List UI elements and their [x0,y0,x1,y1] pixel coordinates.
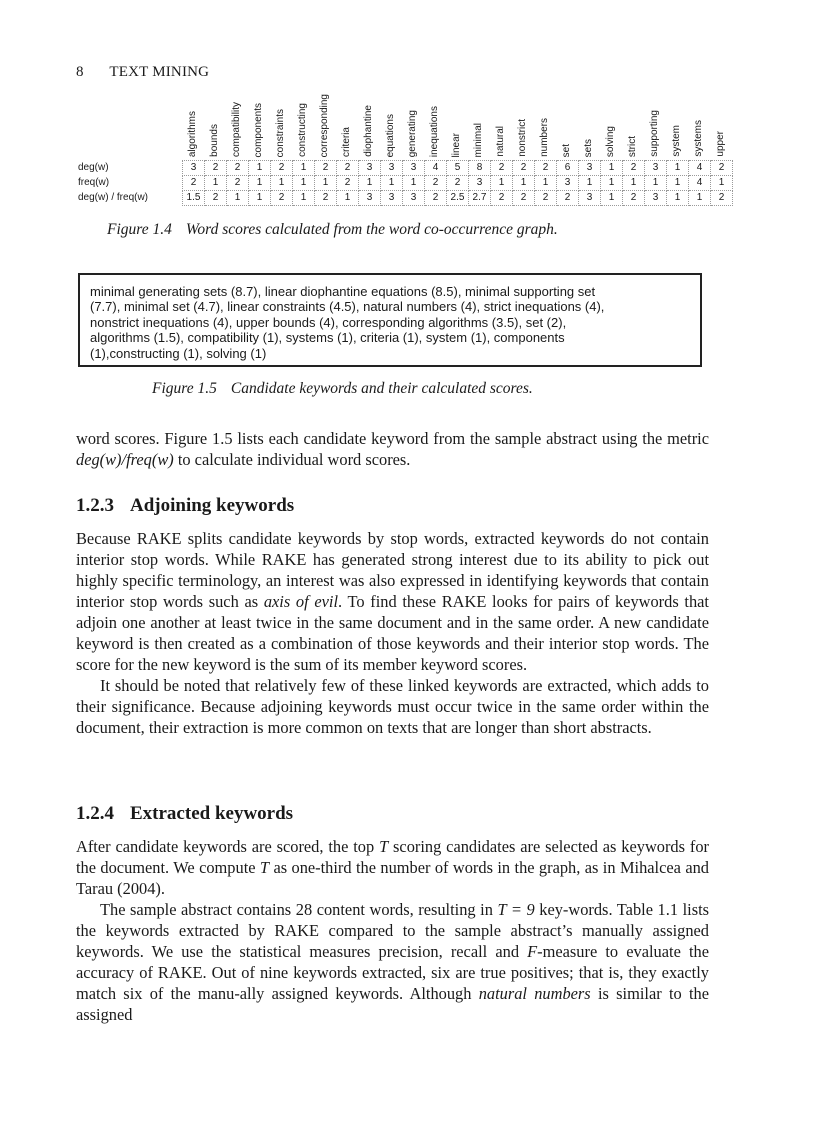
table-cell: 1 [293,191,315,206]
table-cell: 2 [535,191,557,206]
word-label: upper [714,131,726,157]
row-label: deg(w) / freq(w) [78,192,149,203]
text-run: -measure to evaluate the accuracy of RAKE. Out of nine keywords extracted, six are true positives; that is, they exactly match six of the manu-ally assigned keywords. Although [76,942,710,1003]
section-title: Extracted keywords [130,803,294,824]
table-cell: 1 [337,191,359,206]
word-column-header [711,88,733,161]
text-run: After candidate keywords are scored, the top [76,837,380,856]
table-cell: 2 [271,191,293,206]
table-cell: 2 [425,176,447,191]
table-cell: 3 [579,161,601,176]
table-cell: 2 [491,191,513,206]
table-cell: 3 [403,161,425,176]
math-variable: T [379,837,389,856]
section-number: 1.2.4 [76,803,114,824]
word-label: minimal [472,122,484,157]
section-heading-1-2-3 [76,495,294,517]
word-column-header [271,88,293,161]
text-run: as one-third the number of words in the graph, as in Mihalcea and Tarau (2004). [76,858,709,898]
keyword-line: nonstrict inequations (4), upper bounds (4), corresponding algorithms (3.5), set (2), [90,314,567,330]
table-cell: 5 [447,161,469,176]
paragraph [76,836,709,899]
example-phrase: axis of evil [263,592,339,611]
table-cell: 2 [227,161,249,176]
figure-1-4-number: Figure 1.4 [107,221,172,238]
table-cell: 1 [227,191,249,206]
word-header-row [78,88,733,161]
row-label: deg(w) [78,162,109,173]
table-cell: 1 [667,191,689,206]
table-cell: 1 [579,176,601,191]
word-column-header [667,88,689,161]
table-cell: 3 [469,176,491,191]
word-label: system [670,125,682,157]
word-label: criteria [340,126,352,157]
figure-1-5-number: Figure 1.5 [152,380,217,397]
word-column-header [601,88,623,161]
table-row [78,161,733,176]
word-label: strict [626,135,638,157]
section-number: 1.2.3 [76,495,114,516]
word-column-header [579,88,601,161]
table-cell: 2 [315,191,337,206]
table-cell: 2 [535,161,557,176]
word-column-header [447,88,469,161]
word-label: equations [384,113,396,157]
word-label: natural [494,126,506,157]
text-run: key-words. Table 1.1 lists the keywords extracted by RAKE compared to the sample abstract’s manually assigned keywords. We use the statistical measures precision, recall and [76,900,710,961]
word-label: compatibility [230,101,242,157]
candidate-keywords-box [78,273,702,367]
table-row [78,176,733,191]
paragraph [76,528,709,675]
intro-text: word scores. Figure 1.5 lists each candidate keyword from the sample abstract using the metric [76,429,709,448]
table-cell: 1 [623,176,645,191]
running-head [76,64,209,81]
row-label: freq(w) [78,177,110,188]
text-run: The sample abstract contains 28 content words, resulting in [100,900,498,919]
keyword-line: (1),constructing (1), solving (1) [90,345,267,361]
table-cell: 2 [711,191,733,206]
word-label: linear [450,132,462,157]
word-score-rows [78,161,733,206]
keyword-line: (7.7), minimal set (4.7), linear constraints (4.5), natural numbers (4), strict inequations (4), [90,299,605,315]
word-label: corresponding [318,93,330,157]
word-label: solving [604,125,616,157]
intro-paragraph [76,428,709,470]
word-column-header [425,88,447,161]
example-phrase: natural numbers [478,984,591,1003]
table-cell: 1 [711,176,733,191]
figure-1-5-caption [152,380,533,398]
table-cell: 2 [513,161,535,176]
table-cell: 1.5 [183,191,205,206]
table-cell: 3 [359,161,381,176]
table-cell: 3 [403,191,425,206]
text-run: scoring candidates are selected as keywords for the document. We compute [76,837,709,877]
text-run: . To find these RAKE looks for pairs of keywords that adjoin one another at least twice in the same document and in the same order. A new candidate keyword is then created as a combination of those keywords and their interior stop words. The score for the new keyword is the sum of its member keyword scores. [76,592,709,674]
word-column-header [183,88,205,161]
word-label: constructing [296,103,308,157]
table-cell: 2 [447,176,469,191]
table-cell: 1 [249,161,271,176]
word-column-header [689,88,711,161]
table-cell: 4 [425,161,447,176]
word-column-header [623,88,645,161]
word-column-header [513,88,535,161]
table-cell: 2 [623,191,645,206]
table-cell: 3 [359,191,381,206]
table-cell: 2 [183,176,205,191]
table-cell: 1 [601,176,623,191]
table-cell: 1 [403,176,425,191]
table-cell: 2 [205,161,227,176]
text-run: is similar to the assigned [76,984,709,1024]
table-cell: 6 [557,161,579,176]
table-cell: 1 [667,161,689,176]
word-column-header [645,88,667,161]
table-cell: 2.7 [469,191,491,206]
table-cell: 1 [315,176,337,191]
table-cell: 1 [491,176,513,191]
table-cell: 2 [315,161,337,176]
table-cell: 1 [205,176,227,191]
table-cell: 1 [667,176,689,191]
table-cell: 2 [337,161,359,176]
word-label: algorithms [186,110,198,157]
table-cell: 2 [227,176,249,191]
table-cell: 3 [645,191,667,206]
word-score-table [78,88,733,206]
table-cell: 2 [623,161,645,176]
word-label: components [252,102,264,157]
table-cell: 2 [425,191,447,206]
word-label: diophantine [362,105,374,157]
table-cell: 2.5 [447,191,469,206]
section-heading-1-2-4 [76,803,293,825]
paragraph [76,899,709,1025]
table-cell: 1 [601,161,623,176]
table-cell: 1 [249,191,271,206]
table-cell: 1 [271,176,293,191]
word-column-header [469,88,491,161]
table-cell: 1 [249,176,271,191]
word-label: inequations [428,105,440,157]
table-cell: 3 [381,191,403,206]
table-cell: 1 [381,176,403,191]
table-cell: 2 [205,191,227,206]
table-cell: 2 [337,176,359,191]
math-equation: T = 9 [497,900,535,919]
table-cell: 3 [557,176,579,191]
word-label: set [560,143,572,157]
section-1-2-3-body [76,528,709,738]
table-cell: 1 [293,176,315,191]
table-cell: 2 [513,191,535,206]
word-label: nonstrict [516,119,528,157]
table-cell: 1 [601,191,623,206]
table-cell: 4 [689,176,711,191]
word-column-header [381,88,403,161]
text-run: Because RAKE splits candidate keywords by stop words, extracted keywords do not contain interior stop words. While RAKE has generated strong interest due to its ability to pick out highly specific terminology, an interest was also expressed in identifying keywords that contain interior stop words such as [76,529,709,611]
paragraph: It should be noted that relatively few of these linked keywords are extracted, which adds to their significance. Because adjoining keywords must occur twice in the same order within the document, their extraction is more common on texts that are longer than short abstracts. [76,676,709,737]
section-title: Adjoining keywords [130,495,295,516]
figure-1-4-caption [107,221,558,239]
math-variable: T [259,858,270,877]
word-column-header [227,88,249,161]
table-cell: 3 [381,161,403,176]
table-cell: 1 [359,176,381,191]
page-number: 8 [76,64,84,80]
table-row [78,191,733,206]
word-label: systems [692,120,704,157]
table-cell: 4 [689,161,711,176]
table-cell: 1 [535,176,557,191]
word-column-header [403,88,425,161]
intro-text: to calculate individual word scores. [173,450,411,469]
word-column-header [491,88,513,161]
word-column-header [293,88,315,161]
table-cell: 1 [513,176,535,191]
word-label: bounds [208,124,220,157]
word-column-header [535,88,557,161]
table-cell: 8 [469,161,491,176]
running-title: TEXT MINING [109,64,210,80]
metric-formula: deg(w)/freq(w) [76,450,174,469]
table-cell: 3 [579,191,601,206]
table-cell: 2 [271,161,293,176]
word-label: numbers [538,118,550,157]
word-column-header [249,88,271,161]
table-cell: 2 [557,191,579,206]
word-column-header [337,88,359,161]
section-1-2-4-body [76,836,709,1025]
table-cell: 2 [711,161,733,176]
word-column-header [557,88,579,161]
table-cell: 3 [183,161,205,176]
keyword-line: minimal generating sets (8.7), linear diophantine equations (8.5), minimal supporting set [90,284,596,299]
word-column-header [359,88,381,161]
figure-1-5-text: Candidate keywords and their calculated scores. [230,380,533,397]
table-cell: 1 [689,191,711,206]
figure-1-4-text: Word scores calculated from the word co-occurrence graph. [185,221,558,238]
math-variable: F [527,942,538,961]
word-label: constraints [274,108,286,157]
table-cell: 3 [645,161,667,176]
header-corner [78,88,183,161]
word-label: sets [582,138,594,157]
word-column-header [315,88,337,161]
table-cell: 1 [645,176,667,191]
keyword-line: algorithms (1.5), compatibility (1), systems (1), criteria (1), system (1), components [90,330,565,346]
table-cell: 1 [293,161,315,176]
table-cell: 2 [491,161,513,176]
word-column-header [205,88,227,161]
word-label: supporting [648,110,660,157]
word-label: generating [406,109,418,157]
